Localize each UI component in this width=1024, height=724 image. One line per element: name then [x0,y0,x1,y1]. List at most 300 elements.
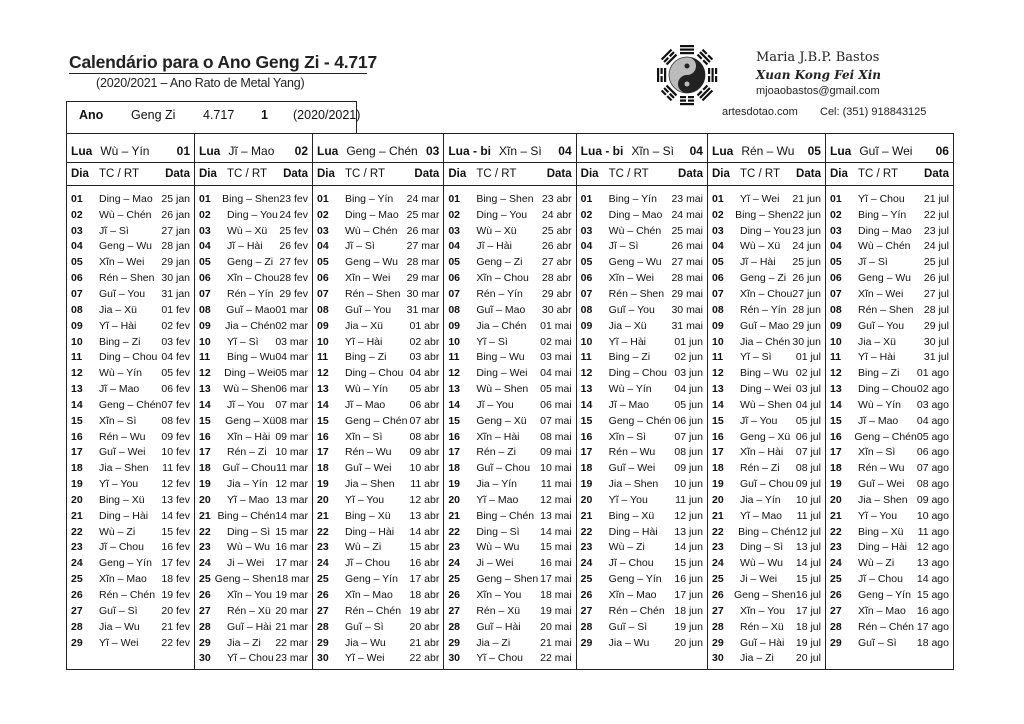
day-date: 06 mai [540,398,572,411]
day-date: 25 fev [279,224,308,237]
day-row [826,381,953,397]
year-info-box [66,101,361,133]
day-pillar: Xĩn – Sì [99,414,137,427]
day-pillar: Ding – Mao [99,192,153,205]
day-row [826,239,953,255]
day-number: 01 [448,192,461,205]
day-pillar: Xĩn – Sì [345,430,383,443]
day-number: 22 [199,525,211,538]
day-row [577,587,707,603]
day-pillar: Ding – Sì [227,525,271,538]
day-number: 18 [829,462,842,475]
day-date: 03 mar [275,335,308,348]
day-number: 03 [448,224,461,237]
day-number: 16 [448,430,461,443]
day-pillar: Jĩ – You [476,398,514,411]
day-date: 28 jan [161,240,190,253]
day-number: 18 [199,462,211,475]
day-number: 30 [199,652,211,665]
day-pillar: Yĩ – Chou [476,652,524,665]
day-number: 12 [317,367,329,380]
day-row [708,587,825,603]
day-pillar: Ding – Mao [857,224,912,237]
day-pillar: Xĩn – You [739,604,785,617]
day-date: 09 jun [674,462,703,475]
day-number: 16 [317,430,329,443]
day-pillar: Rén – Wu [857,462,905,475]
day-number: 24 [580,557,593,570]
day-date: 01 mar [275,303,308,316]
day-number: 16 [580,430,593,443]
day-date: 19 jun [674,620,703,633]
day-number: 26 [448,589,461,602]
day-number: 07 [317,287,329,300]
day-pillar: Wù – Zi [99,525,136,538]
day-pillar: Guĩ – Chou [476,462,531,475]
day-date: 02 mai [540,335,572,348]
day-row [577,619,707,635]
day-number: 07 [448,287,461,300]
day-row [826,460,953,476]
day-date: 28 jun [792,303,821,316]
day-row [444,555,575,571]
day-row [67,318,194,334]
day-number: 11 [448,351,460,364]
day-date: 02 mar [275,319,308,332]
day-date: 05 abr [409,383,440,396]
day-list [708,186,825,666]
day-number: 19 [580,478,593,491]
column-headers [444,163,575,186]
day-row [708,270,825,286]
day-date: 17 abr [409,573,440,586]
day-list [444,186,575,666]
day-pillar: Bing – Shen [735,208,793,221]
day-pillar: Wù – Shen [476,383,529,396]
day-row [67,413,194,429]
day-row [195,286,312,302]
day-row [826,540,953,556]
day-pillar: Rén – Chén [608,604,665,617]
day-row [313,460,443,476]
day-row [708,239,825,255]
day-pillar: Jia – Zi [476,636,511,649]
day-pillar: Guĩ – Sì [608,620,648,633]
day-pillar: Jia – Xü [857,335,896,348]
day-pillar: Wù – Zi [608,541,645,554]
day-row [313,191,443,207]
header-dia: Dia [71,168,89,180]
day-number: 02 [199,208,211,221]
day-date: 31 mai [671,319,703,332]
day-pillar: Ding – Hài [857,541,908,554]
day-date: 02 jul [795,367,821,380]
day-date: 28 fev [279,272,308,285]
day-pillar: Yĩ – Wei [345,652,385,665]
day-number: 18 [711,462,724,475]
day-number: 02 [580,208,593,221]
day-number: 28 [711,620,724,633]
day-date: 28 abr [541,272,572,285]
day-number: 03 [580,224,593,237]
day-row [195,334,312,350]
day-pillar: Bing – Wu [227,351,276,364]
day-number: 04 [711,240,724,253]
day-number: 11 [711,351,724,364]
day-date: 03 jul [795,383,821,396]
day-row [444,587,575,603]
day-date: 17 jun [674,589,703,602]
day-number: 27 [317,604,329,617]
day-date: 24 abr [541,208,572,221]
day-row [67,381,194,397]
day-row [826,334,953,350]
day-row [67,254,194,270]
day-date: 04 mar [275,351,308,364]
day-number: 21 [317,509,329,522]
day-row [195,318,312,334]
day-date: 14 fev [161,509,190,522]
day-date: 16 abr [409,557,440,570]
day-pillar: Ding – Mao [345,208,399,221]
day-row [313,508,443,524]
year-label: Ano [79,108,104,122]
day-date: 26 fev [279,240,308,253]
day-number: 06 [711,272,724,285]
day-number: 15 [317,414,329,427]
day-number: 30 [317,652,329,665]
day-number: 15 [829,414,842,427]
day-row [195,302,312,318]
day-row [195,571,312,587]
month-pillar: Guĩ – Wei [859,144,913,158]
day-number: 21 [448,509,461,522]
day-date: 02 fev [161,319,190,332]
day-date: 11 jul [796,509,821,522]
day-date: 19 abr [409,604,440,617]
day-date: 06 mar [275,383,308,396]
day-number: 14 [448,398,461,411]
day-number: 18 [448,462,461,475]
year-name: Geng Zi [131,108,176,122]
day-date: 11 mar [276,462,308,475]
day-pillar: Wù – Chén [345,224,398,237]
day-date: 12 ago [916,541,949,554]
day-row [577,334,707,350]
day-number: 05 [317,256,329,269]
day-date: 20 fev [161,604,190,617]
day-pillar: Bing – Yín [345,192,394,205]
day-pillar: Ji – Wei [476,557,514,570]
day-date: 19 jul [795,636,821,649]
day-row [313,365,443,381]
day-pillar: Rén – Yín [227,287,274,300]
author-website[interactable]: artesdotao.com [722,106,798,118]
day-pillar: Xĩn – Hài [739,446,784,459]
day-number: 19 [448,478,461,491]
day-date: 07 fev [161,398,190,411]
day-row [708,460,825,476]
day-date: 13 fev [161,493,190,506]
day-row [826,524,953,540]
day-pillar: Jia – Zi [739,652,774,665]
day-pillar: Bing – Wu [739,367,789,380]
day-number: 06 [71,272,83,285]
day-row [195,413,312,429]
day-date: 03 abr [409,351,440,364]
day-number: 02 [448,208,461,221]
day-number: 07 [199,287,211,300]
day-pillar: Geng – Zi [227,256,274,269]
day-row [67,619,194,635]
day-date: 04 abr [409,367,440,380]
day-number: 05 [71,256,83,269]
day-number: 14 [829,398,842,411]
day-date: 29 fev [279,287,308,300]
column-headers [577,163,707,186]
day-date: 20 jul [795,652,821,665]
day-number: 20 [71,493,83,506]
day-pillar: Jĩ – Sì [857,256,888,269]
day-number: 22 [71,525,83,538]
day-number: 13 [317,383,329,396]
day-number: 28 [317,620,329,633]
day-number: 15 [448,414,461,427]
day-number: 12 [71,367,83,380]
day-row [313,397,443,413]
day-date: 25 mar [406,208,440,221]
day-row [826,476,953,492]
day-row [708,191,825,207]
day-pillar: Xĩn – Hài [476,430,520,443]
day-number: 27 [448,604,461,617]
day-row [67,223,194,239]
lunar-month-column [313,134,444,669]
day-pillar: Jia – Shen [99,462,149,475]
day-number: 06 [199,272,211,285]
month-number: 04 [558,144,572,158]
day-pillar: Rén – Wu [608,446,656,459]
day-row [195,555,312,571]
day-number: 28 [829,620,842,633]
day-row [67,334,194,350]
day-number: 21 [71,509,83,522]
day-pillar: Ding – Hài [608,525,658,538]
day-row [313,239,443,255]
day-pillar: Geng – Chén [98,398,162,411]
day-pillar: Geng – Chén [345,414,408,427]
day-pillar: Jĩ – Hài [476,240,512,253]
day-date: 01 ago [916,367,949,380]
day-row [826,270,953,286]
day-date: 07 mai [540,414,572,427]
day-date: 02 jun [674,351,703,364]
header-dia: Dia [580,168,599,180]
month-pillar: Jĩ – Mao [228,144,275,158]
day-date: 08 jun [674,446,703,459]
day-pillar: Yĩ – Mao [227,493,270,506]
day-number: 17 [71,446,83,459]
day-pillar: Rén – Yín [476,287,523,300]
author-email[interactable]: mjoaobastos@gmail.com [756,85,880,97]
day-pillar: Guĩ – Sì [99,604,138,617]
day-row [195,524,312,540]
day-pillar: Ji – Wei [739,573,778,586]
day-number: 23 [711,541,724,554]
day-row [444,334,575,350]
day-row [826,254,953,270]
day-date: 16 mai [540,557,572,570]
day-number: 01 [829,192,842,205]
day-pillar: Bing – Chén [217,509,276,522]
day-number: 03 [71,224,83,237]
day-number: 26 [580,589,593,602]
author-phone: Cel: (351) 918843125 [820,106,927,118]
day-pillar: Xĩn – Chou [226,272,280,285]
day-row [444,508,575,524]
day-row [195,460,312,476]
day-pillar: Yĩ – Mao [739,509,783,522]
day-row [444,191,575,207]
day-row [577,381,707,397]
day-number: 22 [711,525,724,538]
day-pillar: Bing – Yín [608,192,657,205]
day-date: 17 mai [540,573,572,586]
day-number: 27 [711,604,724,617]
month-pillar: Rén – Wu [741,144,795,158]
day-pillar: Guĩ – You [99,287,146,300]
day-date: 28 mar [406,256,440,269]
day-row [708,619,825,635]
day-row [826,302,953,318]
day-row [708,334,825,350]
day-pillar: Rén – Shen [857,303,914,316]
day-pillar: Wù – Shen [739,398,792,411]
day-number: 12 [448,367,461,380]
lunar-calendar-table [66,133,954,670]
day-date: 25 jan [161,192,190,205]
day-number: 26 [317,589,329,602]
day-date: 21 jun [792,192,821,205]
day-row [444,207,575,223]
day-pillar: Jĩ – Chou [608,557,654,570]
day-date: 04 ago [916,414,949,427]
day-date: 22 fev [161,636,190,649]
year-range: (2020/2021) [293,108,361,122]
day-pillar: Rén – Chén [857,620,915,633]
day-date: 14 ago [916,573,949,586]
day-list [577,186,707,650]
month-pillar: Xĩn – Sì [499,144,542,158]
day-pillar: Geng – Wu [857,272,911,285]
day-row [444,254,575,270]
day-pillar: Guĩ – You [857,319,905,332]
day-row [577,223,707,239]
day-date: 06 jul [795,430,821,443]
day-number: 14 [71,398,83,411]
day-date: 31 mar [406,303,440,316]
day-number: 01 [580,192,593,205]
day-row [67,349,194,365]
day-row [826,286,953,302]
day-row [444,270,575,286]
day-row [67,524,194,540]
day-row [195,429,312,445]
day-date: 17 fev [161,557,190,570]
day-pillar: Yĩ – Sì [227,335,259,348]
day-pillar: Geng – Chén [608,414,672,427]
day-row [444,429,575,445]
day-pillar: Rén – Zi [739,462,780,475]
day-date: 22 mar [275,636,308,649]
day-date: 14 jun [674,541,703,554]
day-pillar: Jĩ – Chou [857,573,903,586]
day-row [313,445,443,461]
day-row [444,349,575,365]
day-pillar: Guĩ – Sì [857,636,897,649]
day-date: 10 jun [674,478,703,491]
day-pillar: Jĩ – Mao [99,383,140,396]
day-pillar: Rén – Chén [345,604,402,617]
day-pillar: Yĩ – Wei [99,636,139,649]
day-number: 24 [317,557,329,570]
day-number: 11 [317,351,329,364]
day-row [67,302,194,318]
day-pillar: Ding – Wei [224,367,276,380]
day-number: 24 [711,557,724,570]
day-date: 09 fev [161,430,190,443]
day-row [444,302,575,318]
day-row [195,540,312,556]
day-date: 03 ago [916,398,949,411]
day-date: 23 jun [792,224,821,237]
day-row [826,191,953,207]
day-pillar: Wù – Yín [857,398,901,411]
day-date: 26 jun [792,272,821,285]
day-row [708,571,825,587]
day-date: 11 mai [540,478,572,491]
day-number: 04 [829,240,842,253]
year-index: 1 [261,108,268,122]
day-date: 05 fev [161,367,190,380]
day-row [708,413,825,429]
day-row [313,619,443,635]
day-date: 12 abr [409,493,440,506]
day-pillar: Jia – Chén [476,319,527,332]
day-date: 08 mar [275,414,308,427]
day-number: 09 [317,319,329,332]
day-pillar: Ding – Chou [345,367,404,380]
day-date: 16 mar [275,541,308,554]
day-date: 24 jul [923,240,949,253]
day-pillar: Xĩn – Sì [608,430,647,443]
day-row [313,254,443,270]
day-row [195,381,312,397]
day-pillar: Guĩ – Wei [99,446,146,459]
day-pillar: Jĩ – Hài [227,240,263,253]
header-tc-rt: TC / RT [476,168,517,180]
day-number: 20 [580,493,593,506]
day-row [577,571,707,587]
day-row [313,429,443,445]
day-number: 20 [448,493,461,506]
day-pillar: Bing – Xü [345,509,391,522]
day-date: 18 fev [161,573,190,586]
header-data: Data [165,168,190,180]
day-date: 14 jul [795,557,821,570]
day-number: 25 [317,573,329,586]
day-pillar: Yĩ – You [857,509,898,522]
